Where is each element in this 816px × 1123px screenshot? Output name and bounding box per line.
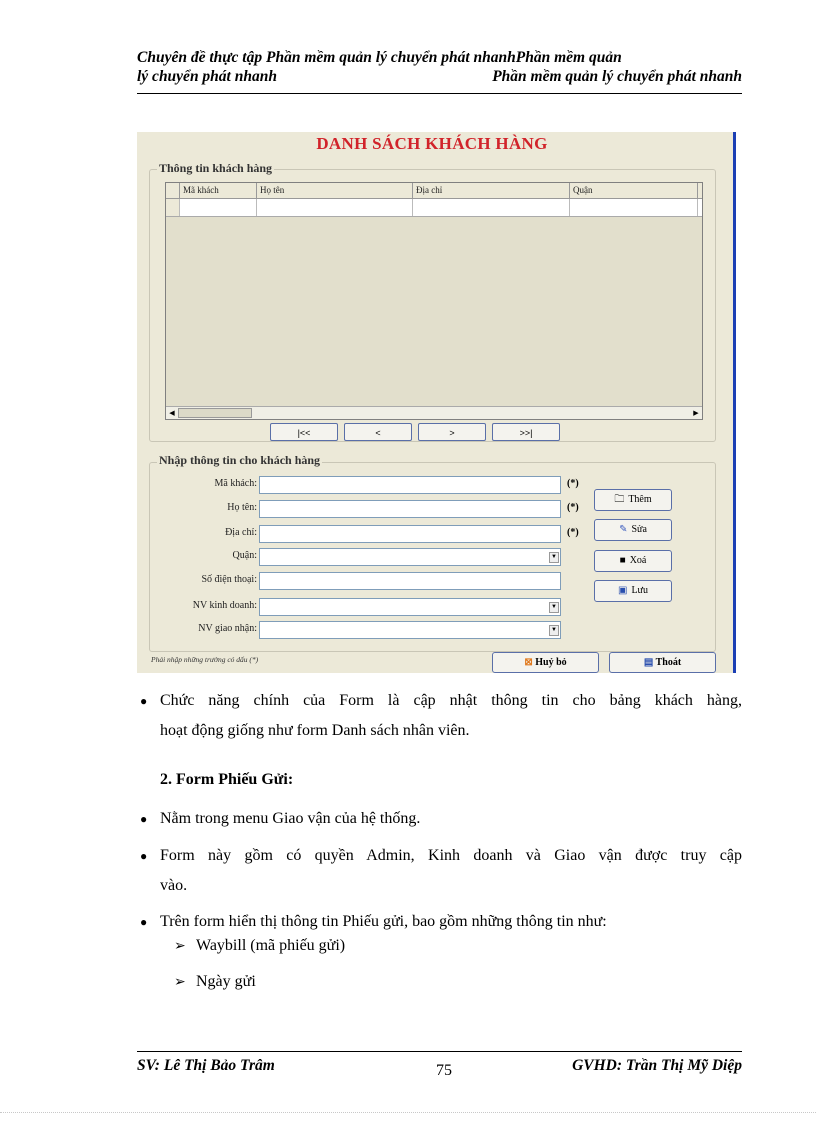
- nv-kinh-doanh-label: NV kinh doanh:: [192, 600, 257, 611]
- sub-item-1: [174, 937, 345, 955]
- trash-icon: ■: [619, 555, 626, 566]
- header-rule: [137, 93, 742, 94]
- grid-col-dia-chi[interactable]: Địa chỉ: [413, 183, 570, 198]
- cancel-icon: ⊠: [524, 657, 533, 668]
- nv-giao-nhan-label: NV giao nhận:: [198, 623, 257, 634]
- ma-khach-required: (*): [567, 478, 579, 489]
- grid-row-selector-header: [166, 183, 180, 198]
- customer-grid[interactable]: [165, 182, 703, 420]
- add-button[interactable]: [594, 489, 672, 511]
- chevron-down-icon[interactable]: ▼: [549, 625, 559, 636]
- bullet-3-icon: ●: [140, 849, 148, 863]
- customer-input-group-label: Nhập thông tin cho khách hàng: [159, 453, 321, 467]
- nv-giao-nhan-select[interactable]: [259, 621, 561, 639]
- arrow-bullet-icon: ➢: [174, 975, 186, 990]
- sub-item-2: [174, 973, 256, 991]
- bullet-2-icon: ●: [140, 812, 148, 826]
- footer-student: SV: Lê Thị Bảo Trâm: [137, 1057, 275, 1074]
- sub-item-2-text: Ngày gửi: [196, 973, 256, 990]
- edit-button[interactable]: [594, 519, 672, 541]
- grid-col-quan[interactable]: Quận: [570, 183, 698, 198]
- delete-button[interactable]: [594, 550, 672, 572]
- section-heading: 2. Form Phiếu Gửi:: [160, 771, 294, 788]
- save-button-label: Lưu: [631, 585, 648, 596]
- customer-info-group-label: Thông tin khách hàng: [159, 161, 273, 175]
- scroll-right-icon[interactable]: ▶: [693, 409, 699, 417]
- dia-chi-required: (*): [567, 527, 579, 538]
- sub-item-1-text: Waybill (mã phiếu gửi): [196, 937, 346, 954]
- page-header: [137, 48, 742, 86]
- so-dien-thoai-label: Số điện thoại:: [201, 574, 257, 585]
- bullet-4-icon: ●: [140, 915, 148, 929]
- ma-khach-input[interactable]: [259, 476, 561, 494]
- folder-icon: 🗀: [614, 494, 625, 505]
- nav-last-button[interactable]: >>|: [492, 423, 560, 441]
- bullet-1-icon: ●: [140, 694, 148, 708]
- quan-select[interactable]: [259, 548, 561, 566]
- chevron-down-icon[interactable]: ▼: [549, 552, 559, 563]
- page-bottom-dotted-line: [0, 1112, 816, 1113]
- bullet-4-text: Trên form hiển thị thông tin Phiếu gửi, bao gồm những thông tin như:: [160, 913, 607, 930]
- header-line-2-right: Phần mềm quản lý chuyển phát nhanh: [492, 68, 742, 85]
- arrow-bullet-icon: ➢: [174, 939, 186, 954]
- quan-label: Quận:: [232, 550, 257, 561]
- nav-next-button[interactable]: >: [418, 423, 486, 441]
- cancel-button-label: Huỷ bỏ: [535, 657, 567, 668]
- floppy-disk-icon: ▣: [618, 585, 628, 596]
- footer-advisor: GVHD: Trần Thị Mỹ Diệp: [572, 1057, 742, 1074]
- pencil-icon: ✎: [619, 524, 628, 535]
- grid-header: [166, 183, 702, 199]
- cancel-button[interactable]: [492, 652, 599, 673]
- header-line-2-left: lý chuyển phát nhanh: [137, 68, 277, 85]
- grid-cell[interactable]: [570, 199, 698, 216]
- form-title: DANH SÁCH KHÁCH HÀNG: [316, 134, 548, 153]
- grid-cell[interactable]: [257, 199, 413, 216]
- chevron-down-icon[interactable]: ▼: [549, 602, 559, 613]
- grid-cell[interactable]: [413, 199, 570, 216]
- save-button[interactable]: [594, 580, 672, 602]
- scroll-thumb[interactable]: [178, 408, 252, 418]
- nav-prev-button[interactable]: <: [344, 423, 412, 441]
- bullet-1-line-1: Chức năng chính của Form là cập nhật thông tin cho bảng khách hàng,: [160, 692, 742, 709]
- exit-icon: ▤: [643, 657, 654, 668]
- page-number: 75: [436, 1062, 452, 1079]
- grid-row-selector: [166, 199, 180, 216]
- grid-col-ho-ten[interactable]: Họ tên: [257, 183, 413, 198]
- edit-button-label: Sửa: [631, 524, 647, 535]
- scroll-left-icon[interactable]: ◀: [169, 409, 175, 417]
- nv-kinh-doanh-select[interactable]: [259, 598, 561, 616]
- grid-horizontal-scrollbar[interactable]: [166, 406, 702, 419]
- required-note: Phải nhập những trường có dấu (*): [151, 655, 259, 664]
- add-button-label: Thêm: [628, 494, 652, 505]
- dia-chi-label: Địa chỉ:: [225, 527, 257, 538]
- header-line-2: [137, 67, 742, 86]
- bullet-3-line-1: Form này gồm có quyền Admin, Kinh doanh và Giao vận được truy cập: [160, 847, 742, 864]
- dia-chi-input[interactable]: [259, 525, 561, 543]
- so-dien-thoai-input[interactable]: [259, 572, 561, 590]
- bullet-2-text: Nằm trong menu Giao vận của hệ thống.: [160, 810, 421, 827]
- ho-ten-input[interactable]: [259, 500, 561, 518]
- nav-first-button[interactable]: |<<: [270, 423, 338, 441]
- bullet-3-line-2: vào.: [160, 877, 188, 894]
- grid-new-row[interactable]: [166, 199, 702, 217]
- delete-button-label: Xoá: [629, 555, 647, 566]
- customer-list-form: [137, 132, 736, 673]
- ma-khach-label: Mã khách:: [214, 478, 257, 489]
- ho-ten-label: Họ tên:: [227, 502, 257, 513]
- grid-col-ma-khach[interactable]: Mã khách: [180, 183, 257, 198]
- header-line-1: Chuyên đề thực tập Phần mềm quản lý chuyển phát nhanhPhần mềm quản: [137, 49, 622, 66]
- grid-cell[interactable]: [180, 199, 257, 216]
- ho-ten-required: (*): [567, 502, 579, 513]
- exit-button[interactable]: [609, 652, 716, 673]
- bullet-1-line-2: hoạt động giống như form Danh sách nhân viên.: [160, 722, 470, 739]
- footer-rule: [137, 1051, 742, 1052]
- exit-button-label: Thoát: [655, 657, 682, 668]
